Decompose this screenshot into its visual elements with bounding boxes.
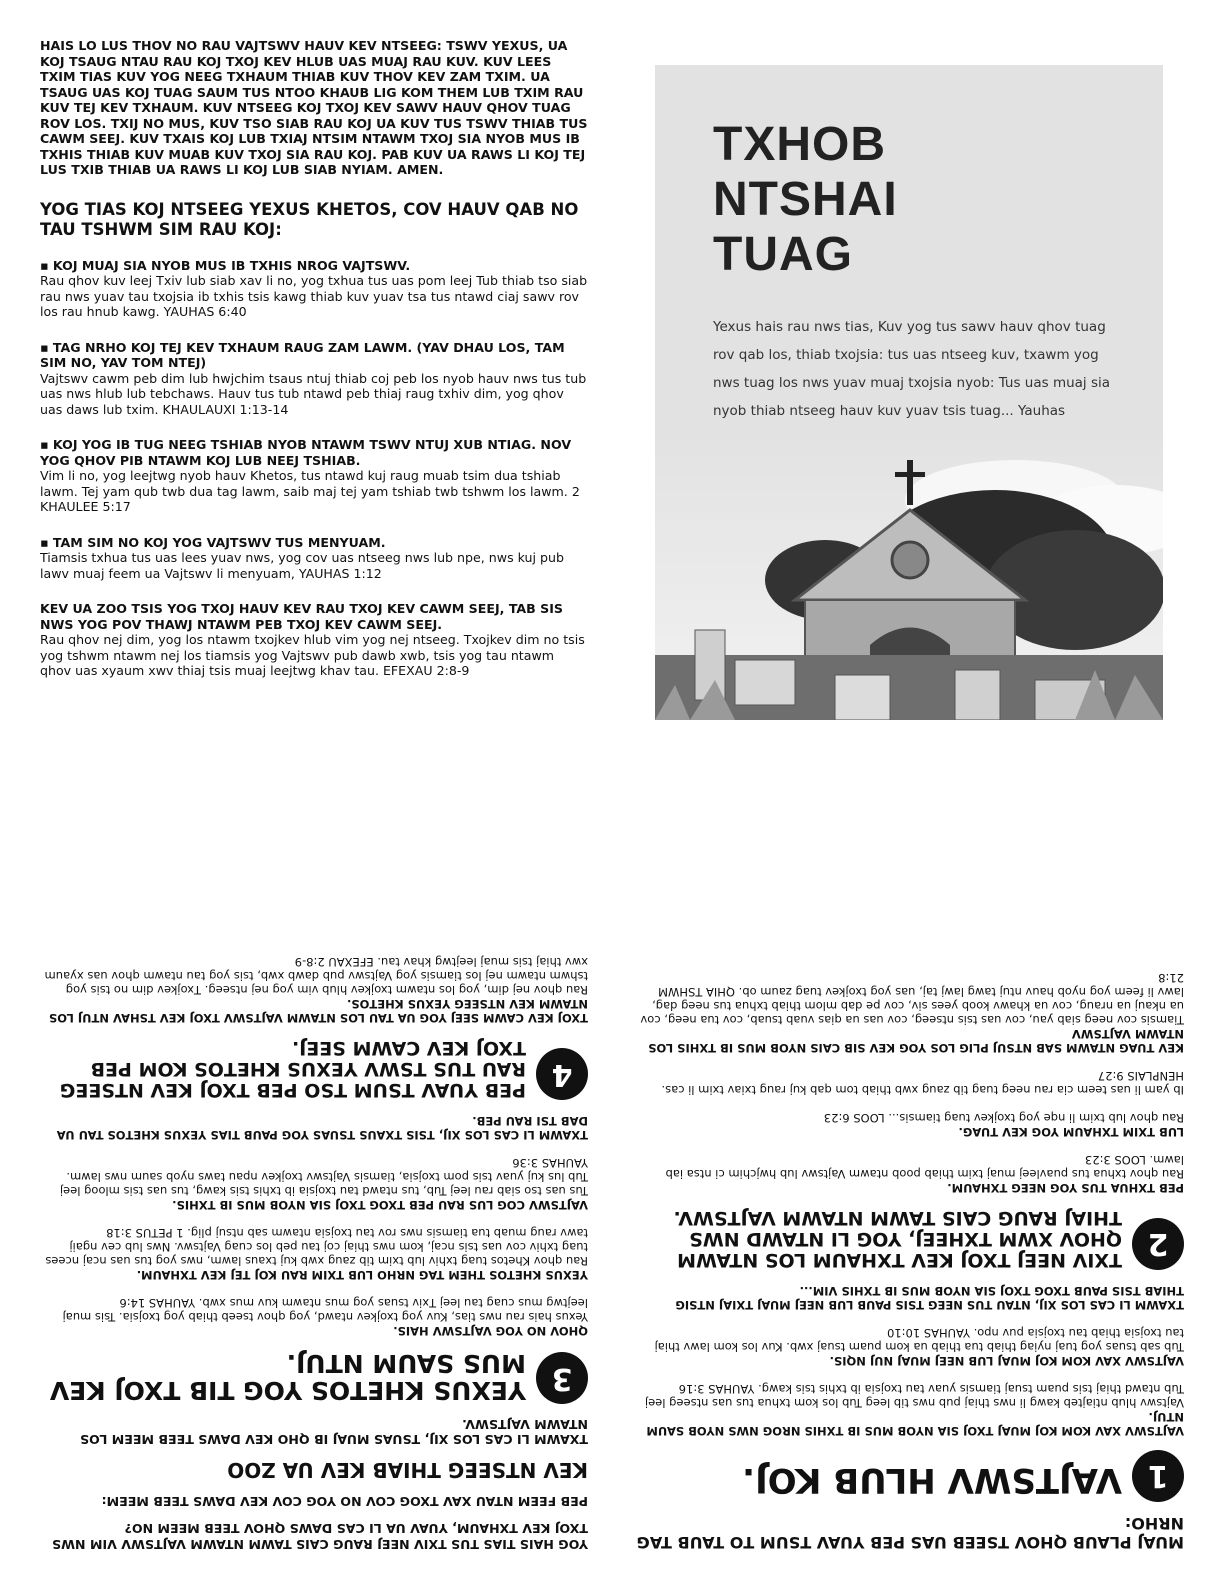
section-number-badge: 3 <box>536 1353 588 1405</box>
block-body: Rau qhov lub txim li nqe yog txojkev tuag tiamsis... LOOS 6:23 <box>823 1111 1184 1125</box>
list-item <box>40 340 588 418</box>
block-head: PEB TXHUA TUS YOG NEEG TXHAUM. <box>947 1181 1184 1195</box>
section-number-badge: 4 <box>536 1049 588 1101</box>
section-number-badge: 2 <box>1132 1218 1184 1270</box>
list-item <box>40 258 588 320</box>
block-body: Yexus hais rau nws tias, Kuv yog txojkev ntawd, yog qhov tseeb thiab yog txojsia. Tsis muaj leejtwg mus cuag tau leej Txiv tsuas yog mus ntawm kuv mus xwb. YAUHAS 14:6 <box>62 1296 588 1325</box>
right-lead: MUAJ PLAUB QHOV TSEEB UAS PEB YUAV TSUM TO TAUB TAG NRHO: <box>636 1514 1184 1552</box>
block-head: VAJTSWV COG LUS RAU PEB TXOG TXOJ SIA NYOB MUS IB TXHIS. <box>172 1198 588 1213</box>
cover-panel <box>655 65 1163 720</box>
benefit-head: ▪ KOJ MUAJ SIA NYOB MUS IB TXHIS NROG VAJTSWV. <box>40 257 411 273</box>
list-item <box>636 1326 1184 1368</box>
list-item <box>40 1227 588 1283</box>
benefit-body: Vim li no, yog leejtwg nyob hauv Khetos, tus ntawd kuj raug muab tsim dua tshiab lawm. Tej yam qub twb dua tag lawm, saib maj tej yam tshiab twb tshwm los lawm. 2 KHAULEE 5:17 <box>40 468 580 514</box>
cover-title-line: TUAG <box>713 228 853 281</box>
section-3-title: YEXUS KHETOS YOG TIB TXOJ KEV MUS SAUM NTUJ. <box>49 1349 526 1406</box>
left-sub-title: KEV NTSEEG THIAB KEV UA ZOO <box>227 1458 588 1483</box>
block-body: Vajtswv hlub ntiajteb kawg li nws thiaj pub nws tib leeg Tub los kom txhua tus uas ntseeg leej Tub ntawd thiaj tsis puam tsuaj tiamsis yuav tau txojsia ib txhis tsis kawg. YAUHAS 3:16 <box>644 1382 1184 1410</box>
benefit-body: Vajtswv cawm peb dim lub hwjchim tsaus ntuj thiab coj peb los nyob hauv nws tus tub uas nws hlub lub tebchaws. Hauv tus tub ntawd peb thiaj raug txhiv dim, yog qhov uas daws lub txim. KHAULAUXI 1:13-14 <box>40 370 587 417</box>
block-body: Ib yam li uas teem cia rau neeg tuag tib zaug xwb thiab tom qab kuj raug txiav txim li cas. HENPLAIS 9:27 <box>661 1069 1184 1097</box>
block-head: YEXUS KHETOS THEM TAG NRHO LUB TXIM RAU KOJ TEJ KEV TXHAUM. <box>136 1268 588 1283</box>
prayer-panel <box>40 38 588 699</box>
benefit-body: Rau qhov nej dim, yog los ntawm txojkev hlub vim yog nej ntseeg. Txojkev dim no tsis yog tshwm ntawm nej los tiamsis yog Vajtswv pub dawb xwb, tsis yog tau ntawm qhov uas xyaum xwv thiaj tsis muaj leejtwg khav tau. EFEXAU 2:8-9 <box>40 632 585 678</box>
list-item <box>40 535 588 582</box>
list-item <box>636 971 1184 1055</box>
section-2-header <box>636 1207 1184 1270</box>
section-3-header <box>40 1351 588 1405</box>
cover-title-line: TXHOB <box>713 118 886 171</box>
block-body: Tiamsis cov neeg siab yau, cov uas tsis ntseeg, cov uas ua qias vuab tsuab, cov tua neeg, cov ua nkauj ua nraug, cov ua khawv koob yees siv, cov pe dab mlom thiab txhua tus neeg dag, lawv li feem yog nyob hauv ntuj tawg lawj taj, uas yog txojkev tuag zaum ob. QHIA TSHWM 21:8 <box>640 971 1184 1027</box>
block-body: Rau qhov txhua tus puavleej muaj txim thiab poob ntawm Vajtswv lub hwjchim ci ntsa iab lawm. LOOS 3:23 <box>665 1153 1184 1181</box>
list-item <box>40 601 588 679</box>
benefit-head: ▪ KOJ YOG IB TUG NEEG TSHIAB NYOB NTAWM TSWV NTUJ XUB NTIAG. NOV YOG QHOV PIB NTAWM KOJ LUB NEEJ TSHIAB. <box>40 437 572 468</box>
benefit-head: ▪ TAG NRHO KOJ TEJ KEV TXHAUM RAUG ZAM LAWM. (YAV DHAU LOS, TAM SIM NO, YAV TOM NTEJ) <box>40 339 565 370</box>
block-head: TXAWM LI CAS LOS XIJ, TSIS TXAUS TSUAS YOG PAUB TIAS YEXUS KHETOS TAU UA DAB TSI RAU PEB. <box>56 1114 588 1143</box>
sections-3-4-panel <box>40 822 588 1552</box>
list-item <box>636 1111 1184 1139</box>
list-item <box>636 1284 1184 1312</box>
list-item <box>40 1157 588 1213</box>
benefit-body: Rau qhov kuv leej Txiv lub siab xav li no, yog txhua tus uas pom leej Tub thiab tso siab rau nws yuav tau txojsia ib txhis tsis kawg thiab kuv yuav tsa tus ntawd ciaj sawv rov los rau hnub kawg. YAUHAS 6:40 <box>40 273 588 319</box>
block-head: TXOJ KEV CAWM SEEJ YOG UA TAU LOS NTAWM VAJTSWV TXOJ KEV TSHAV NTUJ LOS NTAWM KEV NTSEEG YEXUS KHETOS. <box>48 997 588 1026</box>
section-4-header <box>40 1038 588 1101</box>
block-head: VAJTSWV XAV KOM KOJ MUAJ LUB NEEJ MUAJ NUJ NQIS. <box>829 1354 1184 1368</box>
cover-title-line: NTSHAI <box>713 173 898 226</box>
block-body: Tub sab tsuas yog tuaj nyiag thiab tua thiab ua kom puam tsuaj xwb. Kuv los kom lawv thiaj tau txojsia thiab tau txojsia puv npo. YAUHAS 10:10 <box>654 1326 1184 1354</box>
sections-1-2-panel <box>636 836 1184 1552</box>
block-head: VAJTSWV XAV KOM KOJ MUAJ TXOJ SIA NYOB MUS IB TXHIS NROG NWS NYOB SAUM NTUJ. <box>646 1410 1184 1438</box>
block-body: Rau qhov Khetos tuag txhiv lub txim tib zaug xwb kuj txaus lawm, nws yog tus uas ncaj ncees tuag txhiv cov uas tsis ncaj, kom nws thiaj coj tau peb los cuag Vajtswv. Nws lub cev ngaij tawv raug muab tua tiamsis nws rov tau txojsia ntawm sab ntsuj plig. 1 PETUS 3:18 <box>45 1226 588 1269</box>
list-item <box>636 1153 1184 1195</box>
block-body: Rau qhov nej dim, yog los ntawm txojkev hlub vim yog nej ntseeg. Txojkev dim no tsis yog tshwm ntawm nej los tiamsis yog Vajtswv pub dawb xwb, tsis yog tau ntawm qhov uas xyaum xwv thiaj tsis muaj leejtwg khav tau. EFEXAU 2:8-9 <box>44 955 588 998</box>
list-item <box>636 1069 1184 1097</box>
benefits-list <box>40 258 588 679</box>
list-item <box>40 1297 588 1339</box>
cover-title <box>713 117 898 282</box>
left-lead: YOG HAIS TIAS TUS TXIV NEEJ RAUG CAIS TAWM NTAWM VAJTSWV VIM NWS TXOJ KEV TXHAUM, YUAV UA LI CAS DAWS QHOV TEEB MEEM NO? <box>52 1521 588 1552</box>
block-head: KEV TUAG NTAWM SAB NTSUJ PLIG LOS YOG KEV SIB CAIS NYOB MUS IB TXHIS LOS NTAWM VAJTSWV <box>648 1027 1184 1055</box>
left-sub-body: TXAWM LI CAS LOS XIJ, TSUAS MUAJ IB QHO KEV DAWS TEEB MEEM LOS NTAWM VAJTSWV. <box>80 1417 588 1448</box>
section-number-badge: 1 <box>1132 1450 1184 1502</box>
section-4-title: PEB YUAV TSUM TSO PEB TXOJ KEV NTSEEG RAU TUS TSWV YEXUS KHETOS KOM PEB TXOJ KEV CAWM SEEJ. <box>59 1037 526 1102</box>
block-head: LUB TXIM TXHAUM YOG KEV TUAG. <box>958 1125 1184 1139</box>
benefits-heading: YOG TIAS KOJ NTSEEG YEXUS KHETOS, COV HAUV QAB NO TAU TSHWM SIM RAU KOJ: <box>40 199 579 239</box>
section-1-title: VAJTSWV HLUB KOJ. <box>742 1460 1122 1500</box>
block-head: TXAWM LI CAS LOS XIJ, NTAU TUS NEEG TSIS PAUB LUB NEEJ MUAJ TXIAJ NTSIG THIAB TSIS PAUB TXOG TXOJ SIA NYOB MUS IB TXHIS VIM... <box>675 1284 1184 1312</box>
list-item <box>40 1115 588 1143</box>
benefit-head: ▪ TAM SIM NO KOJ YOG VAJTSWV TUS MENYUAM. <box>40 534 386 550</box>
benefit-body: Tiamsis txhua tus uas lees yuav nws, yog cov uas ntseeg nws lub npe, nws kuj pub lawv muaj feem ua Vajtswv li menyuam, YAUHAS 1:12 <box>40 550 564 581</box>
section-2-title: TXIV NEEJ TXOJ KEV TXHAUM LOS NTAWM QHOV XWM TXHEEJ, YOG LI NTAWD NWS THIAJ RAUG CAIS TAWM NTAWM VAJTSWV. <box>673 1207 1122 1271</box>
cover-quote: Yexus hais rau nws tias, Kuv yog tus sawv hauv qhov tuag rov qab los, thiab txojsia: tus uas ntseeg kuv, txawm yog nws tuag los nws yuav muaj txojsia nyob: Tus uas muaj sia nyob thiab ntseeg hauv kuv yuav tsis tuag... Yauhas <box>713 319 1111 419</box>
left-sub-lead: PEB FEEM NTAU XAV TXOG COV NO YOG COV KEV DAWS TEEB MEEM: <box>101 1494 588 1509</box>
benefit-head: KEV UA ZOO TSIS YOG TXOJ HAUV KEV RAU TXOJ KEV CAWM SEEJ, TAB SIS NWS YOG POV THAWJ NTAWM PEB TXOJ KEV CAWM SEEJ. <box>40 601 563 632</box>
prayer-text: HAIS LO LUS THOV NO RAU VAJTSWV HAUV KEV NTSEEG: TSWV YEXUS, UA KOJ TSAUG NTAU RAU KOJ TXOJ KEV HLUB UAS MUAJ RAU KUV. KUV LEES TXIM TIAS KUV YOG NEEG TXHAUM THIAB KUV THOV KEV ZAM TXIM. UA TSAUG UAS KOJ TUAG SAUM TUS NTOO KHAUB LIG KOM THEM LUB TXIM RAU KUV TEJ KEV TXHAUM. KUV NTSEEG KOJ TXOJ KEV SAWV HAUV QHOV TUAG ROV LOS. TXIJ NO MUS, KUV TSO SIAB RAU KOJ UA KUV TUS TSWV THIAB TUS CAWM SEEJ. KUV TXAIS KOJ LUB TXIAJ NTSIM NTAWM TXOJ SIA NYOB MUS IB TXHIS THIAB KUV MUAB KUV TXOJ SIA RAU KOJ. PAB KUV UA RAWS LI KOJ TEJ LUS TXIB THIAB UA RAWS LI KOJ LUB SIAB NYIAM. AMEN. <box>40 38 588 177</box>
section-1-header <box>636 1450 1184 1502</box>
block-body: Tus uas tso siab rau leej Tub, tus ntawd tau txojsia ib txhis tsis kawg, tus uas tsis mloog leej Tub lus kuj yuav tsis pom txojsia, tiamsis Vajtswv txojkev npau taws nyob saum nws lawm. YAUHAS 3:36 <box>59 1156 588 1199</box>
list-item <box>40 437 588 515</box>
block-head: QHOV NO YOG VAJTSWV HAIS. <box>393 1324 588 1339</box>
list-item <box>40 956 588 1026</box>
chapel-photo <box>655 430 1163 720</box>
list-item <box>636 1382 1184 1438</box>
